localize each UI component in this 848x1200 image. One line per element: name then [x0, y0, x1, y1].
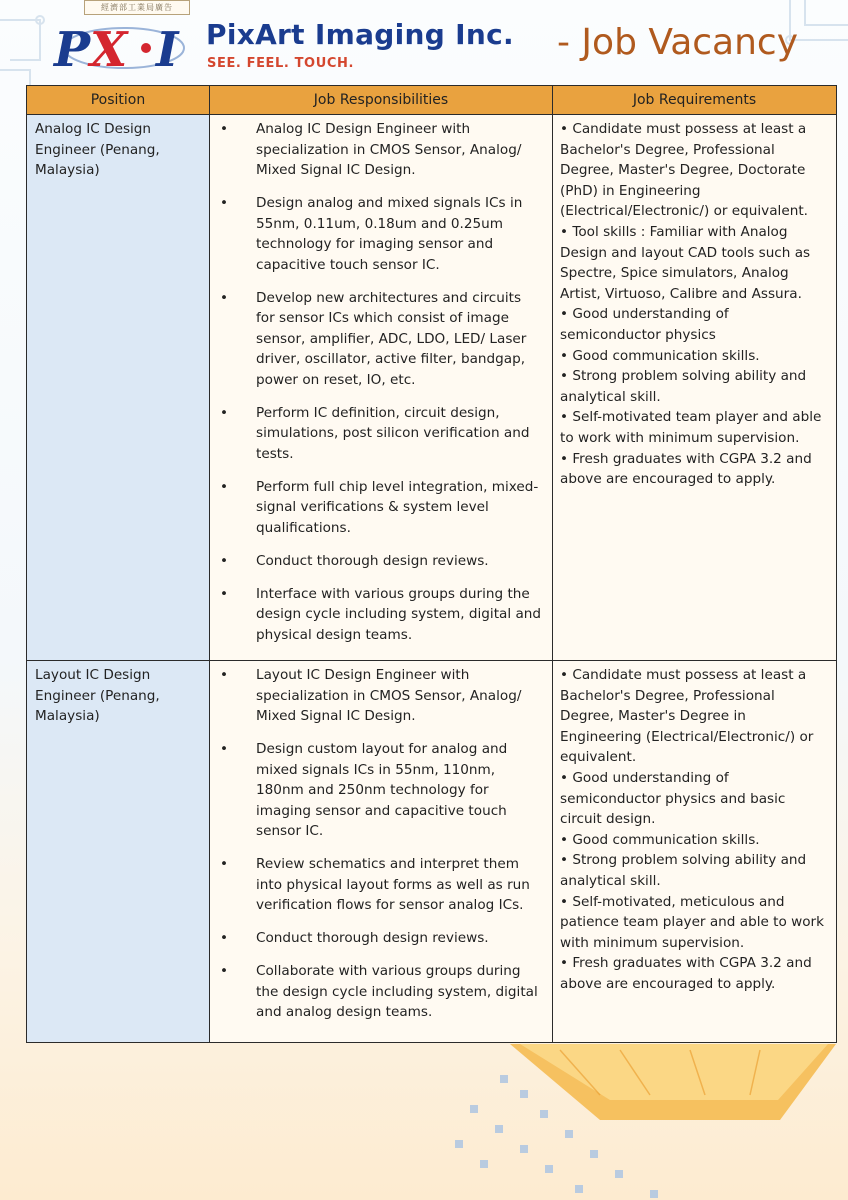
position-cell: Layout IC Design Engineer (Penang, Malaysia)	[27, 661, 210, 1043]
requirement-item: • Candidate must possess at least a Bachelor's Degree, Professional Degree, Master's Degree, Doctorate (PhD) in Engineering (Electrical/Electronic/) or equivalent.	[560, 121, 808, 220]
sponsor-badge: 經濟部工業局廣告	[84, 0, 190, 15]
job-vacancy-table	[26, 85, 837, 1043]
list-item: • Develop new architectures and circuits for sensor ICs which consist of image sensor, amplifier, ADC, LDO, LED/ Laser driver, oscillator, active filter, bandgap, power on reset, IO, etc.	[210, 288, 544, 391]
requirements-cell	[553, 115, 837, 661]
requirement-item: • Fresh graduates with CGPA 3.2 and above are encouraged to apply.	[560, 450, 812, 488]
responsibilities-list	[210, 665, 544, 1023]
requirements-cell	[553, 661, 837, 1043]
list-item: • Collaborate with various groups during the design cycle including system, digital and analog design teams.	[210, 961, 544, 1023]
requirement-item: • Tool skills : Familiar with Analog Design and layout CAD tools such as Spectre, Spice simulators, Analog Artist, Virtuoso, Calibre and Assura.	[560, 223, 811, 302]
svg-text:P: P	[54, 22, 91, 78]
requirement-item: • Good understanding of semiconductor physics	[560, 306, 729, 343]
column-header-position: Position	[27, 86, 210, 115]
pxi-logo-icon	[48, 16, 200, 80]
requirement-item: • Fresh graduates with CGPA 3.2 and above are encouraged to apply.	[560, 955, 812, 992]
table-header-row	[27, 86, 837, 115]
list-item: • Perform full chip level integration, mixed-signal verifications & system level qualifications.	[210, 477, 544, 539]
list-item: • Conduct thorough design reviews.	[210, 551, 544, 572]
company-tagline: SEE. FEEL. TOUCH.	[207, 56, 355, 71]
page-header	[0, 0, 848, 86]
responsibilities-cell	[210, 115, 553, 661]
list-item: • Interface with various groups during the design cycle including system, digital and physical design teams.	[210, 584, 544, 646]
list-item: • Design analog and mixed signals ICs in 55nm, 0.11um, 0.18um and 0.25um technology for imaging sensor and capacitive touch sensor IC.	[210, 193, 544, 275]
responsibilities-list	[210, 119, 544, 645]
requirement-item: • Good communication skills.	[560, 347, 760, 364]
list-item: • Conduct thorough design reviews.	[210, 928, 544, 949]
company-name: PixArt Imaging Inc.	[206, 18, 514, 51]
column-header-requirements: Job Requirements	[553, 86, 837, 115]
svg-text:I: I	[156, 22, 179, 78]
requirement-item: • Good communication skills.	[560, 831, 760, 848]
list-item: • Layout IC Design Engineer with specialization in CMOS Sensor, Analog/ Mixed Signal IC Design.	[210, 665, 544, 727]
list-item: • Design custom layout for analog and mixed signals ICs in 55nm, 110nm, 180nm and 250nm technology for imaging sensor and capacitive touch sensor IC.	[210, 739, 544, 842]
svg-text:X: X	[90, 22, 128, 78]
table-row	[27, 115, 837, 661]
requirement-item: • Strong problem solving ability and analytical skill.	[560, 852, 807, 889]
list-item: • Perform IC definition, circuit design, simulations, post silicon verification and tests.	[210, 403, 544, 465]
table-row	[27, 661, 837, 1043]
requirement-item: • Good understanding of semiconductor physics and basic circuit design.	[560, 769, 786, 828]
requirement-item: • Strong problem solving ability and analytical skill.	[560, 368, 807, 405]
list-item: • Analog IC Design Engineer with specialization in CMOS Sensor, Analog/ Mixed Signal IC Design.	[210, 119, 544, 181]
requirement-item: • Candidate must possess at least a Bachelor's Degree, Professional Degree, Master's Degree in Engineering (Electrical/Electronic/) or equivalent.	[560, 667, 814, 766]
requirement-item: • Self-motivated team player and able to work with minimum supervision.	[560, 409, 822, 446]
requirement-item: • Self-motivated, meticulous and patience team player and able to work with minimum supervision.	[560, 893, 825, 951]
position-cell: Analog IC Design Engineer (Penang, Malaysia)	[27, 115, 210, 661]
list-item: • Review schematics and interpret them into physical layout forms as well as run verification flows for sensor analog ICs.	[210, 854, 544, 916]
page-title: - Job Vacancy	[557, 22, 799, 63]
responsibilities-cell	[210, 661, 553, 1043]
column-header-responsibilities: Job Responsibilities	[210, 86, 553, 115]
